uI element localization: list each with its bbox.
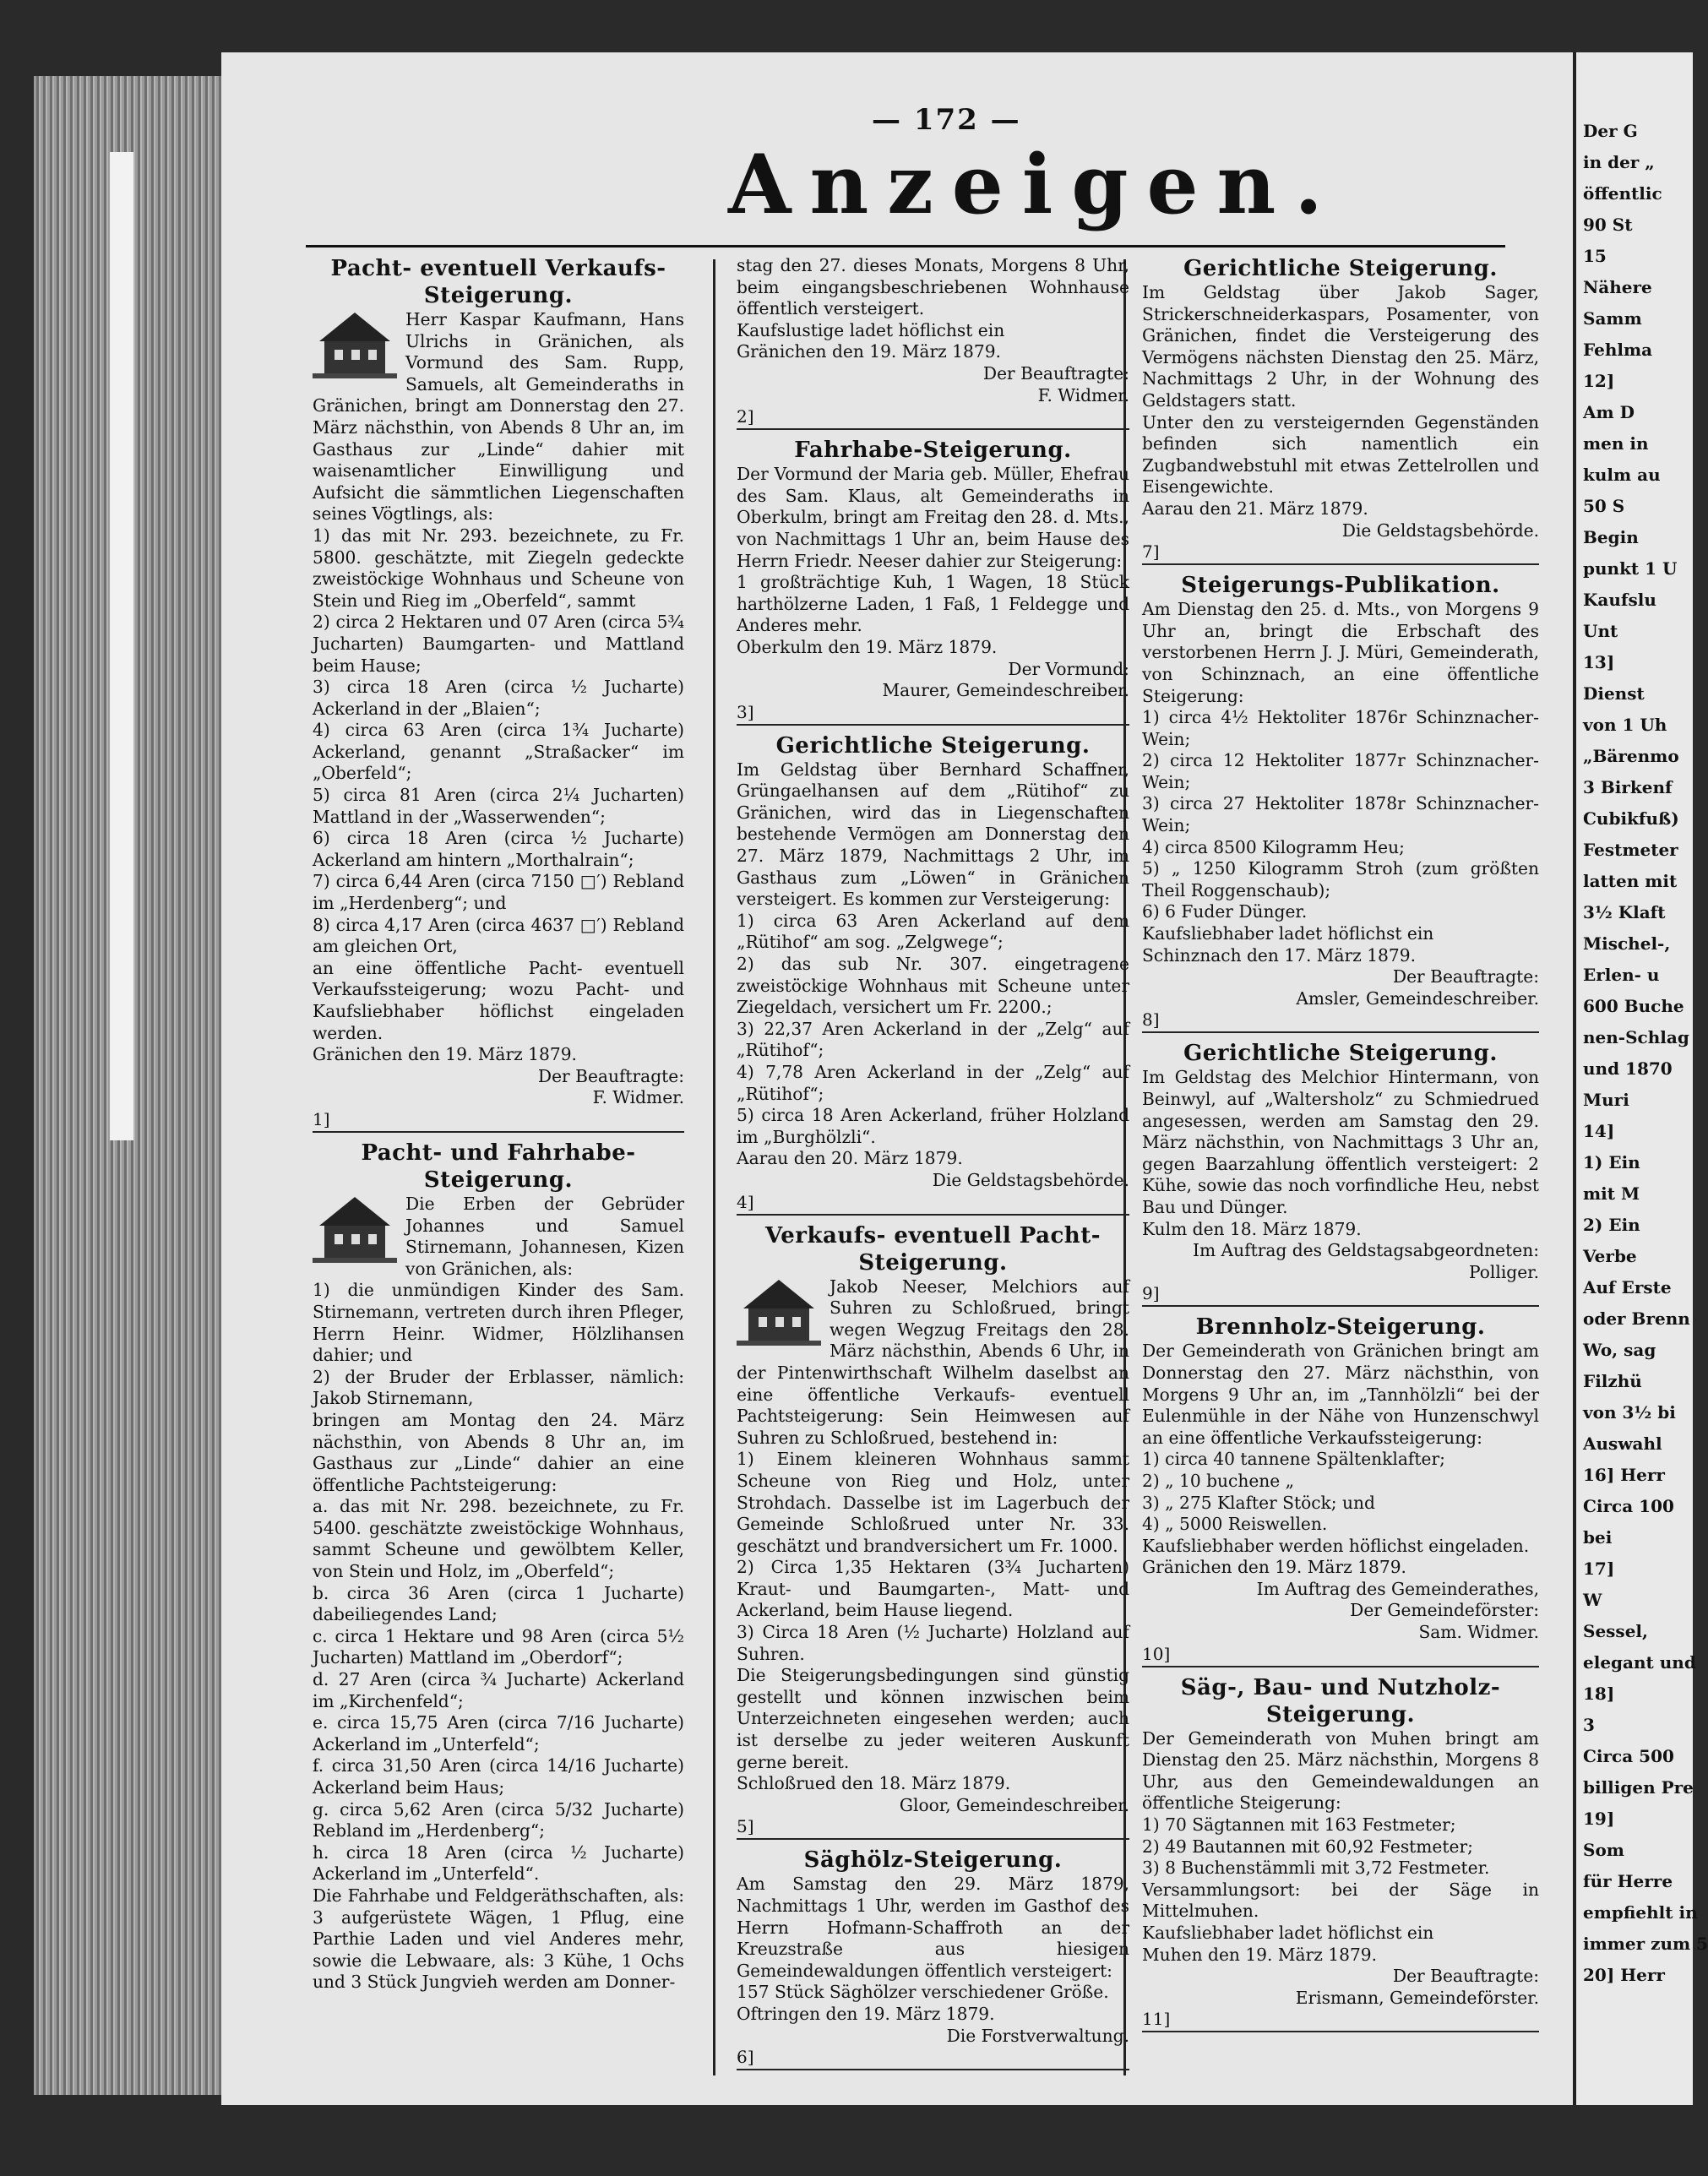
- newspaper-page: [221, 52, 1573, 2105]
- fragment-line: empfiehlt in: [1583, 1902, 1698, 1923]
- fragment-line: Auf Erste: [1583, 1277, 1672, 1297]
- advertisement: [737, 255, 1129, 430]
- fragment-line: immer zum 5: [1583, 1934, 1708, 1954]
- ad-title: Pacht- und Fahrhabe-Steigerung.: [361, 1140, 636, 1193]
- ad-title: Steigerungs-Publikation.: [1181, 573, 1500, 599]
- fragment-line: punkt 1 U: [1583, 558, 1678, 579]
- fragment-line: 3 Birkenf: [1583, 777, 1673, 797]
- page-number: — 172 —: [872, 103, 1021, 137]
- fragment-line: 13]: [1583, 652, 1615, 672]
- ad-signature: Der Beauftragte: Erismann, Gemeindeförster.: [1295, 1966, 1539, 2008]
- ad-signature: Im Auftrag des Gemeinderathes, Der Gemeindeförster: Sam. Widmer.: [1256, 1578, 1539, 1643]
- fragment-line: Begin: [1583, 527, 1639, 547]
- fragment-line: latten mit: [1583, 871, 1678, 891]
- fragment-line: Wo, sag: [1583, 1340, 1656, 1360]
- fragment-line: nen-Schlag: [1583, 1027, 1689, 1047]
- fragment-line: 12]: [1583, 371, 1615, 391]
- fragment-line: Am D: [1583, 402, 1635, 422]
- column-divider: [713, 259, 715, 2075]
- fragment-line: Festmeter: [1583, 840, 1678, 860]
- fragment-line: Auswahl: [1583, 1433, 1662, 1454]
- ad-body: Am Samstag den 29. März 1879, Nachmittags 1 Uhr, werden im Gasthof des Herrn Hofmann-Schaffroth an der Kreuzstraße aus hiesigen Gemeindewaldungen öffentlich versteigert: 157 Stück Säghölzer verschiedener Größe. Oftringen den 19. März 1879.: [737, 1874, 1129, 2024]
- ad-title: Fahrhabe-Steigerung.: [794, 438, 1072, 464]
- fragment-line: 3½ Klaft: [1583, 902, 1666, 922]
- fragment-line: von 1 Uh: [1583, 715, 1667, 735]
- ad-number: 4]: [737, 1192, 1129, 1216]
- fragment-line: Sessel,: [1583, 1621, 1648, 1641]
- advertisement: [737, 732, 1129, 1216]
- fragment-line: in der „: [1583, 152, 1655, 172]
- ad-number: 5]: [737, 1816, 1129, 1840]
- fragment-line: 600 Buche: [1583, 996, 1684, 1016]
- fragment-line: Circa 500: [1583, 1746, 1674, 1766]
- advertisement: [737, 1847, 1129, 2070]
- ad-title: Gerichtliche Steigerung.: [1183, 256, 1498, 281]
- house-illustration: [313, 1197, 397, 1265]
- fragment-line: Nähere: [1583, 277, 1652, 297]
- fragment-line: Verbe: [1583, 1246, 1637, 1266]
- ad-number: 9]: [1142, 1283, 1539, 1307]
- ad-signature: Der Vormund: Maurer, Gemeindeschreiber.: [882, 658, 1129, 701]
- ad-body: Der Vormund der Maria geb. Müller, Ehefrau des Sam. Klaus, alt Gemeinderaths in Oberkulm, bringt am Freitag den 28. d. Mts., von Nachmittags 1 Uhr an, beim Hause des Herrn Friedr. Neeser dahier zur Steigerung: 1 großträchtige Kuh, 1 Wagen, 18 Stück harthölzerne Laden, 1 Faß, 1 Feldegge und Anderes mehr. Oberkulm den 19. März 1879.: [737, 464, 1129, 657]
- ad-body: Die Erben der Gebrüder Johannes und Samuel Stirnemann, Johannesen, Kizen von Gränichen, als: 1) die unmündigen Kinder des Sam. Stirnemann, vertreten durch ihren Pfleger, Herrn Heinr. Widmer, Hölzlihansen dahier; und 2) der Bruder der Erblasser, nämlich: Jakob Stirnemann, bringen am Montag den 24. März nächsthin, von Abends 8 Uhr an, im Gasthaus zur „Linde“ dahier an eine öffentliche Pachtsteigerung: a. das mit Nr. 298. bezeichnete, zu Fr. 5400. geschätzte zweistöckige Wohnhaus, sammt Scheune und gewölbtem Keller, von Stein und Holz, im „Oberfeld“; b. circa 36 Aren (circa 1 Jucharte) dabeiliegendes Land; c. circa 1 Hektare und 98 Aren (circa 5½ Jucharten) Mattland im „Oberdorf“; d. 27 Aren (circa ¾ Jucharte) Ackerland im „Kirchenfeld“; e. circa 15,75 Aren (circa 7/16 Jucharte) Ackerland im „Unterfeld“; f. circa 31,50 Aren (circa 14/16 Jucharte) Ackerland beim Haus; g. circa 5,62 Aren (circa 5/32 Jucharte) Rebland im „Herdenberg“; h. circa 18 Aren (circa ½ Jucharte) Ackerland im „Unterfeld“. Die Fahrhabe und Feldgeräthschaften, als: 3 aufgerüstete Wägen, 1 Pflug, eine Parthie Laden und viel Anderes mehr, sowie die Lebwaare, als: 3 Kühe, 1 Ochs und 3 Stück Jungvieh werden am Donner-: [313, 1193, 684, 1993]
- advertisement: [1142, 255, 1539, 565]
- fragment-line: öffentlic: [1583, 183, 1662, 204]
- fragment-line: Kaufslu: [1583, 590, 1656, 610]
- ad-signature: Der Beauftragte: F. Widmer.: [537, 1065, 684, 1108]
- fragment-line: W: [1583, 1590, 1602, 1610]
- fragment-line: men in: [1583, 433, 1649, 454]
- ad-number: 8]: [1142, 1009, 1539, 1033]
- advertisement: [1142, 1040, 1539, 1307]
- house-illustration: [313, 313, 397, 380]
- ad-body: Der Gemeinderath von Muhen bringt am Dienstag den 25. März nächsthin, Morgens 8 Uhr, aus den Gemeindewaldungen an öffentliche Steigerung: 1) 70 Sägtannen mit 163 Festmeter; 2) 49 Bautannen mit 60,92 Festmeter; 3) 8 Buchenstämmli mit 3,72 Festmeter. Versammlungsort: bei der Säge in Mittelmuhen. Kaufsliebhaber ladet höflichst ein Muhen den 19. März 1879.: [1142, 1727, 1539, 1965]
- fragment-line: mit M: [1583, 1183, 1640, 1204]
- advertisement: [1142, 572, 1539, 1033]
- fragment-line: und 1870: [1583, 1058, 1673, 1079]
- ad-title: Gerichtliche Steigerung.: [775, 732, 1091, 759]
- ad-title: Brennholz-Steigerung.: [1195, 1314, 1486, 1341]
- book-edge-marker: [110, 152, 133, 1140]
- ad-number: 6]: [737, 2047, 1129, 2070]
- fragment-line: 14]: [1583, 1121, 1615, 1141]
- fragment-line: 17]: [1583, 1559, 1615, 1579]
- ad-signature: Die Geldstagsbehörde.: [932, 1169, 1129, 1190]
- fragment-line: Samm: [1583, 308, 1642, 329]
- fragment-line: Cubikfuß): [1583, 808, 1679, 829]
- fragment-line: Circa 100: [1583, 1496, 1674, 1516]
- fragment-line: billigen Pre: [1583, 1777, 1694, 1798]
- ad-body: Im Geldstag des Melchior Hintermann, von Beinwyl, auf „Waltersholz“ zu Schmiedrued angesessen, werden am Samstag den 29. März nächsthin, von Nachmittags 3 Uhr an, gegen Baarzahlung öffentlich versteigert: 2 Kühe, sowie das noch vorfindliche Heu, nebst Bau und Dünger. Kulm den 18. März 1879.: [1142, 1067, 1539, 1239]
- fragment-line: Unt: [1583, 621, 1618, 641]
- advertisement: [313, 255, 684, 1133]
- fragment-line: bei: [1583, 1527, 1613, 1548]
- ad-signature: Gloor, Gemeindeschreiber.: [899, 1794, 1129, 1815]
- fragment-line: 2) Ein: [1583, 1215, 1640, 1235]
- advertisement: [737, 1222, 1129, 1841]
- ad-body: Im Geldstag über Jakob Sager, Strickerschneiderkaspars, Posamenter, von Gränichen, findet die Versteigerung des Vermögens nächsten Dienstag den 25. März, Nachmittags 2 Uhr, in der Wohnung des Geldstagers statt. Unter den zu versteigernden Gegenständen befinden sich namentlich ein Zugbandwebstuhl mit etwas Zettelrollen und Eisengewichte. Aarau den 21. März 1879.: [1142, 282, 1539, 519]
- fragment-line: oder Brenn: [1583, 1308, 1690, 1329]
- ad-title: Verkaufs- eventuell Pacht- Steigerung.: [764, 1222, 1101, 1276]
- fragment-line: Som: [1583, 1840, 1624, 1860]
- fragment-line: elegant und: [1583, 1652, 1696, 1673]
- ad-title: Gerichtliche Steigerung.: [1183, 1041, 1498, 1067]
- column-3: [1142, 255, 1539, 2039]
- ad-number: 10]: [1142, 1644, 1539, 1667]
- fragment-line: 50 S: [1583, 496, 1625, 516]
- fragment-line: 16] Herr: [1583, 1465, 1665, 1485]
- advertisement: [737, 437, 1129, 726]
- fragment-line: 3: [1583, 1715, 1595, 1735]
- fragment-line: 19]: [1583, 1809, 1615, 1829]
- advertisement: [1142, 1674, 1539, 2033]
- column-1: [313, 255, 684, 2000]
- ad-number: 1]: [313, 1109, 684, 1133]
- fragment-line: kulm au: [1583, 465, 1661, 485]
- advertisement: [1142, 1314, 1539, 1667]
- ad-number: 2]: [737, 406, 1129, 430]
- ad-body: Jakob Neeser, Melchiors auf Suhren zu Schloßrued, bringt wegen Wegzug Freitags den 28. März nächsthin, Abends 6 Uhr, in der Pintenwirthschaft Wilhelm daselbst an eine öffentliche Verkaufs- eventuell Pachtsteigerung: Sein Heimwesen auf Suhren zu Schloßrued, bestehend in: 1) Einem kleineren Wohnhaus sammt Scheune von Rieg und Holz, unter Strohdach. Dasselbe ist im Lagerbuch der Gemeinde Schloßrued unter Nr. 33. geschätzt und brandversichert um Fr. 1000. 2) Circa 1,35 Hektaren (3¾ Jucharten) Kraut- und Baumgarten-, Matt- und Ackerland, beim Hause liegend. 3) Circa 18 Aren (½ Jucharte) Holzland auf Suhren. Die Steigerungsbedingungen sind günstig gestellt und können inzwischen beim Unterzeichneten eingesehen werden; auch ist derselbe zu jeder weiteren Auskunft gerne bereit. Schloßrued den 18. März 1879.: [737, 1276, 1129, 1794]
- ad-signature: Die Geldstagsbehörde.: [1341, 520, 1539, 541]
- ad-body: stag den 27. dieses Monats, Morgens 8 Uhr, beim eingangsbeschriebenen Wohnhause öffentlich versteigert. Kaufslustige ladet höflichst ein Gränichen den 19. März 1879.: [737, 255, 1129, 362]
- ad-number: 11]: [1142, 2009, 1539, 2032]
- ad-number: 3]: [737, 702, 1129, 726]
- title-rule: [306, 245, 1505, 248]
- column-2: [737, 255, 1129, 2077]
- fragment-line: 90 St: [1583, 215, 1633, 235]
- fragment-line: Dienst: [1583, 683, 1645, 704]
- ad-body: Der Gemeinderath von Gränichen bringt am Donnerstag den 27. März nächsthin, von Morgens 9 Uhr an, im „Tannhölzli“ bei der Eulenmühle in der Nähe von Hunzenschwyl an eine öffentliche Verkaufssteigerung: 1) circa 40 tannene Spältenklafter; 2) „ 10 buchene „ 3) „ 275 Klafter Stöck; und 4) „ 5000 Reiswellen. Kaufsliebhaber werden höflichst eingeladen. Gränichen den 19. März 1879.: [1142, 1341, 1539, 1578]
- ad-signature: Der Beauftragte: F. Widmer.: [982, 362, 1129, 405]
- house-illustration: [737, 1280, 821, 1347]
- ad-title: Säghölz-Steigerung.: [803, 1847, 1063, 1874]
- ad-body: Herr Kaspar Kaufmann, Hans Ulrichs in Gränichen, als Vormund des Sam. Rupp, Samuels, alt Gemeinderaths in Gränichen, bringt am Donnerstag den 27. März nächsthin, von Abends 8 Uhr an, im Gasthaus zur „Linde“ dahier mit waisenamtlicher Einwilligung und Aufsicht die sämmtlichen Liegenschaften seines Vögtlings, als: 1) das mit Nr. 293. bezeichnete, zu Fr. 5800. geschätzte, mit Ziegeln gedeckte zweistöckige Wohnhaus und Scheune von Stein und Rieg im „Oberfeld“, sammt 2) circa 2 Hektaren und 07 Aren (circa 5¾ Jucharten) Baumgarten- und Mattland beim Hause; 3) circa 18 Aren (circa ½ Jucharte) Ackerland in der „Blaien“; 4) circa 63 Aren (circa 1¾ Jucharte) Ackerland, genannt „Straßacker“ im „Oberfeld“; 5) circa 81 Aren (circa 2¼ Jucharten) Mattland in der „Wasserwenden“; 6) circa 18 Aren (circa ½ Jucharte) Ackerland am hintern „Morthalrain“; 7) circa 6,44 Aren (circa 7150 □′) Rebland im „Herdenberg“; und 8) circa 4,17 Aren (circa 4637 □′) Rebland am gleichen Ort, an eine öffentliche Pacht- eventuell Verkaufssteigerung; wozu Pacht- und Kaufsliebhaber höflichst eingeladen werden. Gränichen den 19. März 1879.: [313, 309, 684, 1065]
- fragment-line: „Bärenmo: [1583, 746, 1679, 766]
- ad-signature: Der Beauftragte: Amsler, Gemeindeschreiber.: [1296, 966, 1539, 1009]
- ad-body: Im Geldstag über Bernhard Schaffner, Grüngaelhansen auf dem „Rütihof“ zu Gränichen, wird das in Liegenschaften bestehende Vermögen am Donnerstag den 27. März 1879, Nachmittags 2 Uhr, im Gasthaus zum „Löwen“ in Gränichen versteigert. Es kommen zur Versteigerung: 1) circa 63 Aren Ackerland auf dem „Rütihof“ am sog. „Zelgwege“; 2) das sub Nr. 307. eingetragene zweistöckige Wohnhaus mit Scheune unter Ziegeldach, versichert um Fr. 2200.; 3) 22,37 Aren Ackerland in der „Zelg“ auf „Rütihof“; 4) 7,78 Aren Ackerland in der „Zelg“ auf „Rütihof“; 5) circa 18 Aren Ackerland, früher Holzland im „Burghölzli“. Aarau den 20. März 1879.: [737, 759, 1129, 1169]
- fragment-line: Der G: [1583, 121, 1638, 141]
- fragment-line: Filzhü: [1583, 1371, 1642, 1391]
- ad-number: 7]: [1142, 541, 1539, 565]
- ad-signature: Im Auftrag des Geldstagsabgeordneten: Polliger.: [1193, 1240, 1539, 1282]
- fragment-line: Mischel-,: [1583, 933, 1671, 954]
- page-title: Anzeigen.: [728, 137, 1341, 232]
- ad-body: Am Dienstag den 25. d. Mts., von Morgens 9 Uhr an, bringt die Erbschaft des verstorbenen Herrn J. J. Müri, Gemeinderath, von Schinznach, an eine öffentliche Steigerung: 1) circa 4½ Hektoliter 1876r Schinznacher-Wein; 2) circa 12 Hektoliter 1877r Schinznacher-Wein; 3) circa 27 Hektoliter 1878r Schinznacher-Wein; 4) circa 8500 Kilogramm Heu; 5) „ 1250 Kilogramm Stroh (zum größten Theil Roggenschaub); 6) 6 Fuder Dünger. Kaufsliebhaber ladet höflichst ein Schinznach den 17. März 1879.: [1142, 599, 1539, 966]
- adjacent-page-fragment: [1573, 52, 1708, 2105]
- ad-signature: Die Forstverwaltung.: [946, 2025, 1129, 2046]
- fragment-line: 18]: [1583, 1684, 1615, 1704]
- ad-title: Pacht- eventuell Verkaufs- Steigerung.: [330, 256, 666, 308]
- fragment-line: 1) Ein: [1583, 1152, 1640, 1172]
- fragment-line: von 3½ bi: [1583, 1402, 1676, 1423]
- fragment-line: Fehlma: [1583, 340, 1653, 360]
- fragment-line: für Herre: [1583, 1871, 1673, 1891]
- advertisement: [313, 1140, 684, 1994]
- fragment-line: Erlen- u: [1583, 965, 1660, 985]
- ad-title: Säg-, Bau- und Nutzholz- Steigerung.: [1180, 1674, 1501, 1727]
- fragment-line: Muri: [1583, 1090, 1629, 1110]
- fragment-line: 20] Herr: [1583, 1965, 1665, 1985]
- fragment-line: 15: [1583, 246, 1607, 266]
